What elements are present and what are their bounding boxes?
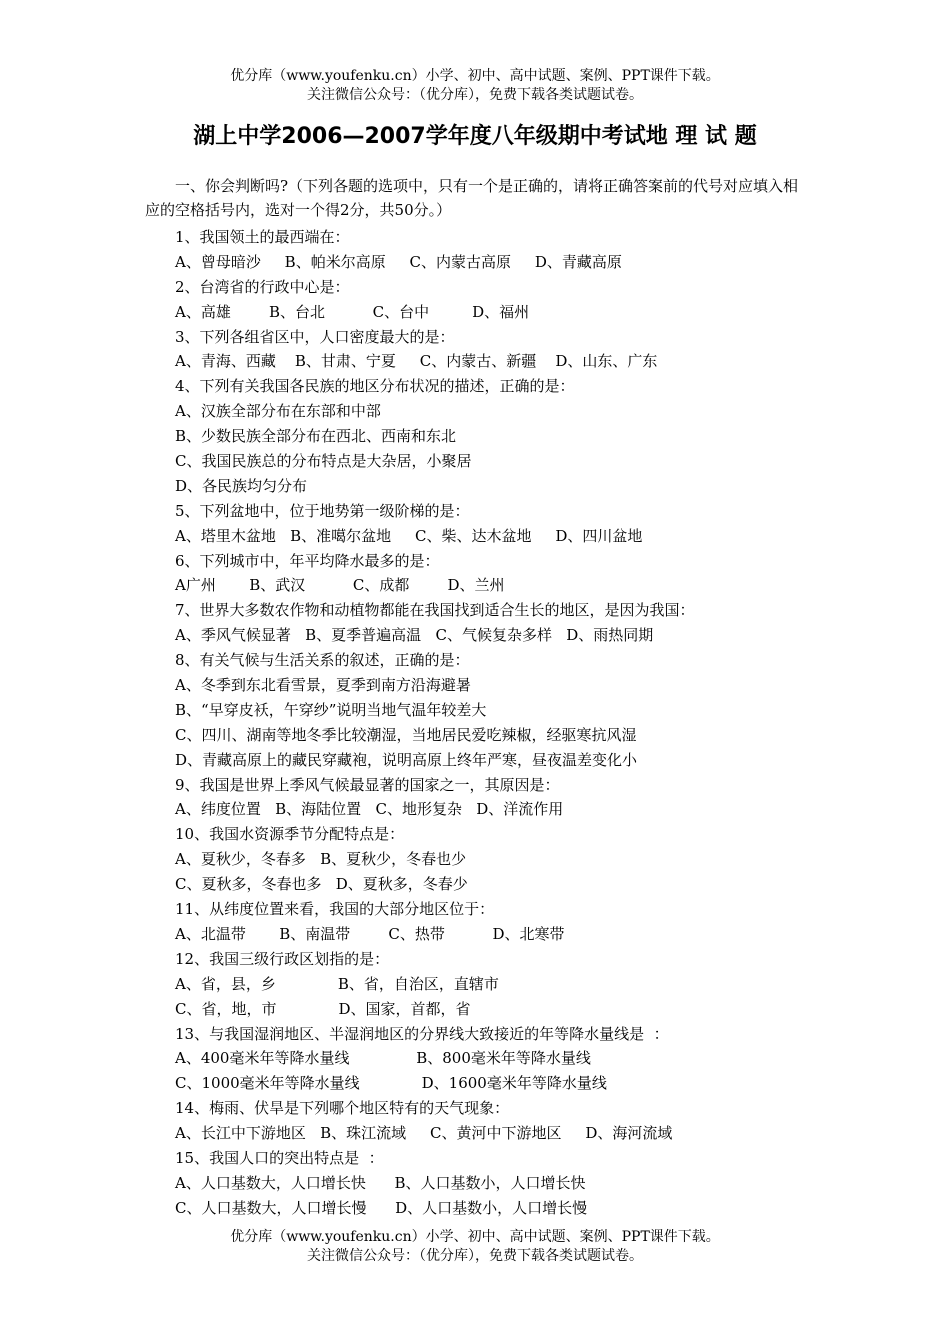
answer-options: C、四川、湖南等地冬季比较潮湿，当地居民爱吃辣椒，经驱寒抗风湿 (175, 725, 637, 744)
question-stem: 5、下列盆地中，位于地势第一级阶梯的是： (175, 501, 470, 520)
question-stem: 11、从纬度位置来看，我国的大部分地区位于： (175, 900, 495, 919)
answer-options: A、高雄 B、台北 C、台中 D、福州 (175, 302, 530, 321)
question-stem: 14、梅雨、伏旱是下列哪个地区特有的天气现象： (175, 1099, 510, 1118)
answer-options: A、夏秋少，冬春多 B、夏秋少，冬春也少 (175, 850, 467, 869)
question-stem: 8、有关气候与生活关系的叙述，正确的是： (175, 651, 470, 670)
footer-wechat-line: 关注微信公众号：（优分库），免费下载各类试题试卷。 (307, 1248, 643, 1264)
question-stem: 2、台湾省的行政中心是： (175, 277, 350, 296)
question-stem: 7、世界大多数农作物和动植物都能在我国找到适合生长的地区，是因为我国： (175, 601, 695, 620)
question-stem: 4、下列有关我国各民族的地区分布状况的描述，正确的是： (175, 377, 575, 396)
answer-options: A、人口基数大，人口增长快 B、人口基数小，人口增长快 (175, 1173, 586, 1192)
answer-options: C、我国民族总的分布特点是大杂居，小聚居 (175, 452, 472, 471)
answer-options: C、省，地，市 D、国家，首都，省 (175, 999, 471, 1018)
answer-options: B、“早穿皮袄，午穿纱”说明当地气温年较差大 (175, 700, 487, 719)
question-stem: 9、我国是世界上季风气候最显著的国家之一，其原因是： (175, 775, 560, 794)
question-stem: 15、我国人口的突出特点是 ： (175, 1148, 384, 1167)
answer-options: A、北温带 B、南温带 C、热带 D、北寒带 (175, 924, 565, 943)
answer-options: C、夏秋多，冬春也多 D、夏秋多，冬春少 (175, 875, 468, 894)
answer-options: A广州 B、武汉 C、成都 D、兰州 (175, 576, 505, 595)
question-list (175, 225, 815, 1221)
answer-options: A、纬度位置 B、海陆位置 C、地形复杂 D、洋流作用 (175, 800, 564, 819)
question-stem: 13、与我国湿润地区、半湿润地区的分界线大致接近的年等降水量线是 ： (175, 1024, 669, 1043)
header-wechat-line: 关注微信公众号：（优分库），免费下载各类试题试卷。 (307, 87, 643, 103)
section-instructions: 一、你会判断吗?（下列各题的选项中，只有一个是正确的，请将正确答案前的代号对应填入相应的空格括号内，选对一个得2分，共50分。） (145, 177, 799, 219)
question-stem: 12、我国三级行政区划指的是： (175, 949, 390, 968)
answer-options: C、1000毫米年等降水量线 D、1600毫米年等降水量线 (175, 1074, 607, 1093)
answer-options: A、汉族全部分布在东部和中部 (175, 402, 381, 421)
question-stem: 10、我国水资源季节分配特点是： (175, 825, 405, 844)
footer-promo-line: 优分库（www.youfenku.cn）小学、初中、高中试题、案例、PPT课件下载。 (230, 1229, 720, 1245)
answer-options: A、冬季到东北看雪景，夏季到南方沿海避暑 (175, 676, 471, 695)
answer-options: A、季风气候显著 B、夏季普遍高温 C、气候复杂多样 D、雨热同期 (175, 626, 654, 645)
answer-options: A、长江中下游地区 B、珠江流域 C、黄河中下游地区 D、海河流域 (175, 1124, 673, 1143)
answer-options: A、塔里木盆地 B、准噶尔盆地 C、柴、达木盆地 D、四川盆地 (175, 526, 643, 545)
exam-title: 湖上中学2006—2007学年度八年级期中考试地 理 试 题 (193, 124, 757, 149)
question-stem: 3、下列各组省区中，人口密度最大的是： (175, 327, 455, 346)
question-stem: 1、我国领土的最西端在： (175, 228, 350, 246)
answer-options: D、各民族均匀分布 (175, 476, 308, 495)
answer-options: A、省，县，乡 B、省，自治区，直辖市 (175, 974, 499, 993)
header-promo-line: 优分库（www.youfenku.cn）小学、初中、高中试题、案例、PPT课件下载。 (230, 68, 720, 84)
answer-options: B、少数民族全部分布在西北、西南和东北 (175, 427, 457, 446)
answer-options: A、曾母暗沙 B、帕米尔高原 C、内蒙古高原 D、青藏高原 (175, 252, 622, 271)
answer-options: C、人口基数大，人口增长慢 D、人口基数小，人口增长慢 (175, 1198, 588, 1217)
answer-options: D、青藏高原上的藏民穿藏袍，说明高原上终年严寒，昼夜温差变化小 (175, 750, 638, 769)
question-stem: 6、下列城市中，年平均降水最多的是： (175, 551, 440, 570)
answer-options: A、400毫米年等降水量线 B、800毫米年等降水量线 (175, 1049, 591, 1068)
answer-options: A、青海、西藏 B、甘肃、宁夏 C、内蒙古、新疆 D、山东、广东 (175, 352, 658, 371)
